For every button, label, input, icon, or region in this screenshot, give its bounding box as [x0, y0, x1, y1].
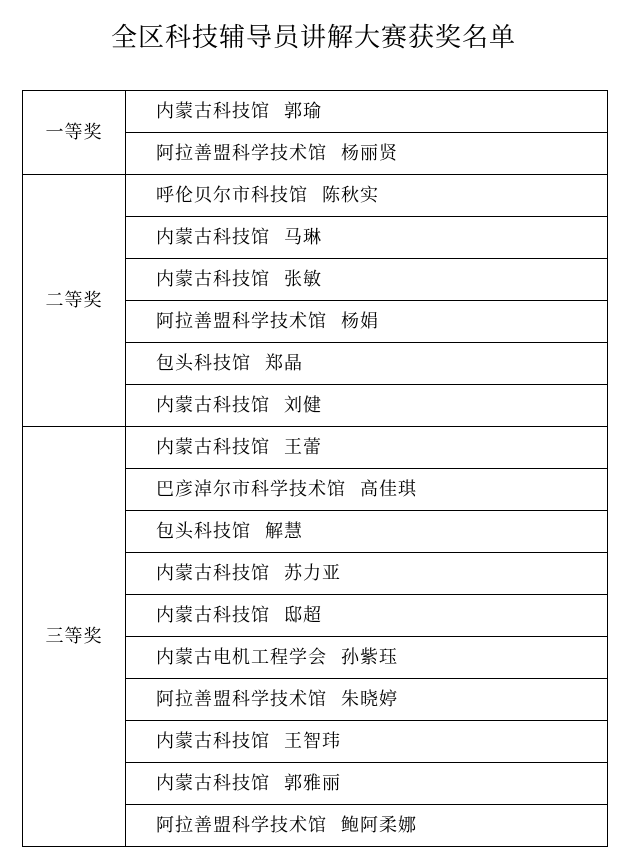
winner-name: 郭瑜	[284, 100, 322, 122]
winner-entry	[126, 805, 608, 847]
winner-entry	[126, 595, 608, 637]
winner-name: 鲍阿柔娜	[341, 814, 417, 836]
winner-name: 孙紫珏	[341, 646, 398, 668]
winner-entry	[126, 637, 608, 679]
winner-organization: 阿拉善盟科学技术馆	[156, 814, 327, 836]
winner-organization: 巴彦淖尔市科学技术馆	[156, 478, 346, 500]
winner-entry	[126, 133, 608, 175]
winner-organization: 内蒙古科技馆	[156, 436, 270, 458]
winner-organization: 内蒙古科技馆	[156, 100, 270, 122]
winner-organization: 内蒙古科技馆	[156, 268, 270, 290]
winner-name: 王智玮	[284, 730, 341, 752]
winner-organization: 包头科技馆	[156, 352, 251, 374]
award-level-third: 三等奖	[23, 427, 126, 847]
award-list-table	[22, 90, 608, 847]
winner-name: 苏力亚	[284, 562, 341, 584]
winner-name: 杨娟	[341, 310, 379, 332]
winner-name: 王蕾	[284, 436, 322, 458]
winner-organization: 阿拉善盟科学技术馆	[156, 310, 327, 332]
winner-entry	[126, 259, 608, 301]
winner-organization: 内蒙古科技馆	[156, 604, 270, 626]
award-level-first: 一等奖	[23, 91, 126, 175]
winner-name: 高佳琪	[360, 478, 417, 500]
winner-entry	[126, 427, 608, 469]
winner-entry	[126, 175, 608, 217]
winner-entry	[126, 385, 608, 427]
winner-name: 杨丽贤	[341, 142, 398, 164]
winner-name: 刘健	[284, 394, 322, 416]
table-row	[23, 175, 608, 217]
winner-name: 张敏	[284, 268, 322, 290]
winner-name: 郑晶	[265, 352, 303, 374]
winner-entry	[126, 679, 608, 721]
winner-entry	[126, 469, 608, 511]
winner-entry	[126, 553, 608, 595]
winner-organization: 阿拉善盟科学技术馆	[156, 688, 327, 710]
winner-name: 邸超	[284, 604, 322, 626]
winner-entry	[126, 721, 608, 763]
winner-organization: 内蒙古科技馆	[156, 730, 270, 752]
document-title: 全区科技辅导员讲解大赛获奖名单	[110, 23, 516, 53]
award-level-second: 二等奖	[23, 175, 126, 427]
winner-name: 郭雅丽	[284, 772, 341, 794]
winner-entry	[126, 763, 608, 805]
winner-entry	[126, 343, 608, 385]
winner-entry	[126, 217, 608, 259]
winner-organization: 呼伦贝尔市科技馆	[156, 184, 308, 206]
winner-entry	[126, 511, 608, 553]
winner-name: 解慧	[265, 520, 303, 542]
table-row	[23, 91, 608, 133]
table-row	[23, 427, 608, 469]
winner-organization: 内蒙古电机工程学会	[156, 646, 327, 668]
winner-entry	[126, 301, 608, 343]
winner-organization: 内蒙古科技馆	[156, 394, 270, 416]
winner-name: 朱晓婷	[341, 688, 398, 710]
winner-organization: 内蒙古科技馆	[156, 562, 270, 584]
winner-organization: 阿拉善盟科学技术馆	[156, 142, 327, 164]
winner-organization: 内蒙古科技馆	[156, 226, 270, 248]
winner-organization: 内蒙古科技馆	[156, 772, 270, 794]
winner-name: 陈秋实	[322, 184, 379, 206]
winner-entry	[126, 91, 608, 133]
winner-organization: 包头科技馆	[156, 520, 251, 542]
winner-name: 马琳	[284, 226, 322, 248]
